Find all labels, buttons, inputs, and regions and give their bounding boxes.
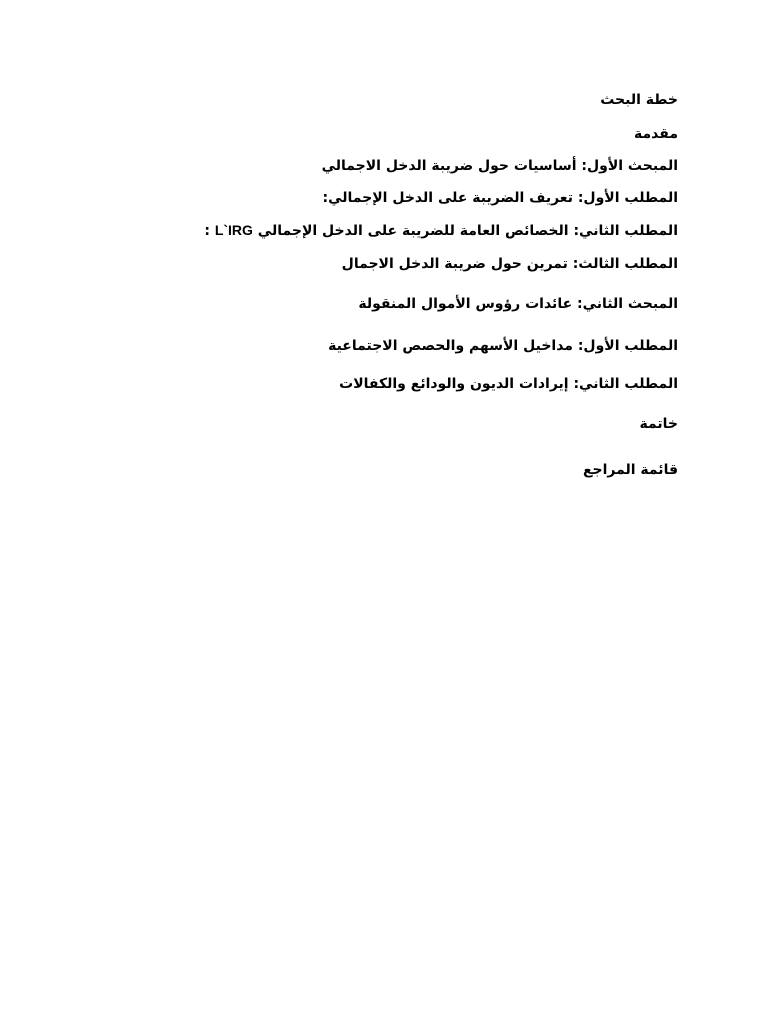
- chapter1-section2-code: L`IRG: [214, 222, 253, 238]
- chapter1-heading: المبحث الأول: أساسيات حول ضريبة الدخل الاجمالي: [321, 158, 678, 174]
- chapter1-section2: [204, 220, 678, 241]
- chapter1-section2-text: المطلب الثاني: الخصائص العامة للضريبة على الدخل الإجمالي: [257, 223, 678, 239]
- conclusion-heading: خاتمة: [639, 416, 678, 432]
- chapter1-section2-colon: :: [204, 223, 210, 239]
- references-heading: قائمة المراجع: [582, 462, 678, 478]
- chapter2-heading: المبحث الثاني: عائدات رؤوس الأموال المنقولة: [358, 296, 678, 312]
- outline-title: خطة البحث: [600, 92, 678, 108]
- chapter2-section2: المطلب الثاني: إيرادات الديون والودائع والكفالات: [339, 376, 678, 392]
- chapter1-section1: المطلب الأول: تعريف الضريبة على الدخل الإجمالي:: [322, 190, 678, 206]
- introduction-heading: مقدمة: [634, 126, 678, 142]
- chapter1-section3: المطلب الثالث: تمرين حول ضريبة الدخل الاجمال: [341, 256, 678, 272]
- chapter2-section1: المطلب الأول: مداخيل الأسهم والحصص الاجتماعية: [328, 338, 678, 354]
